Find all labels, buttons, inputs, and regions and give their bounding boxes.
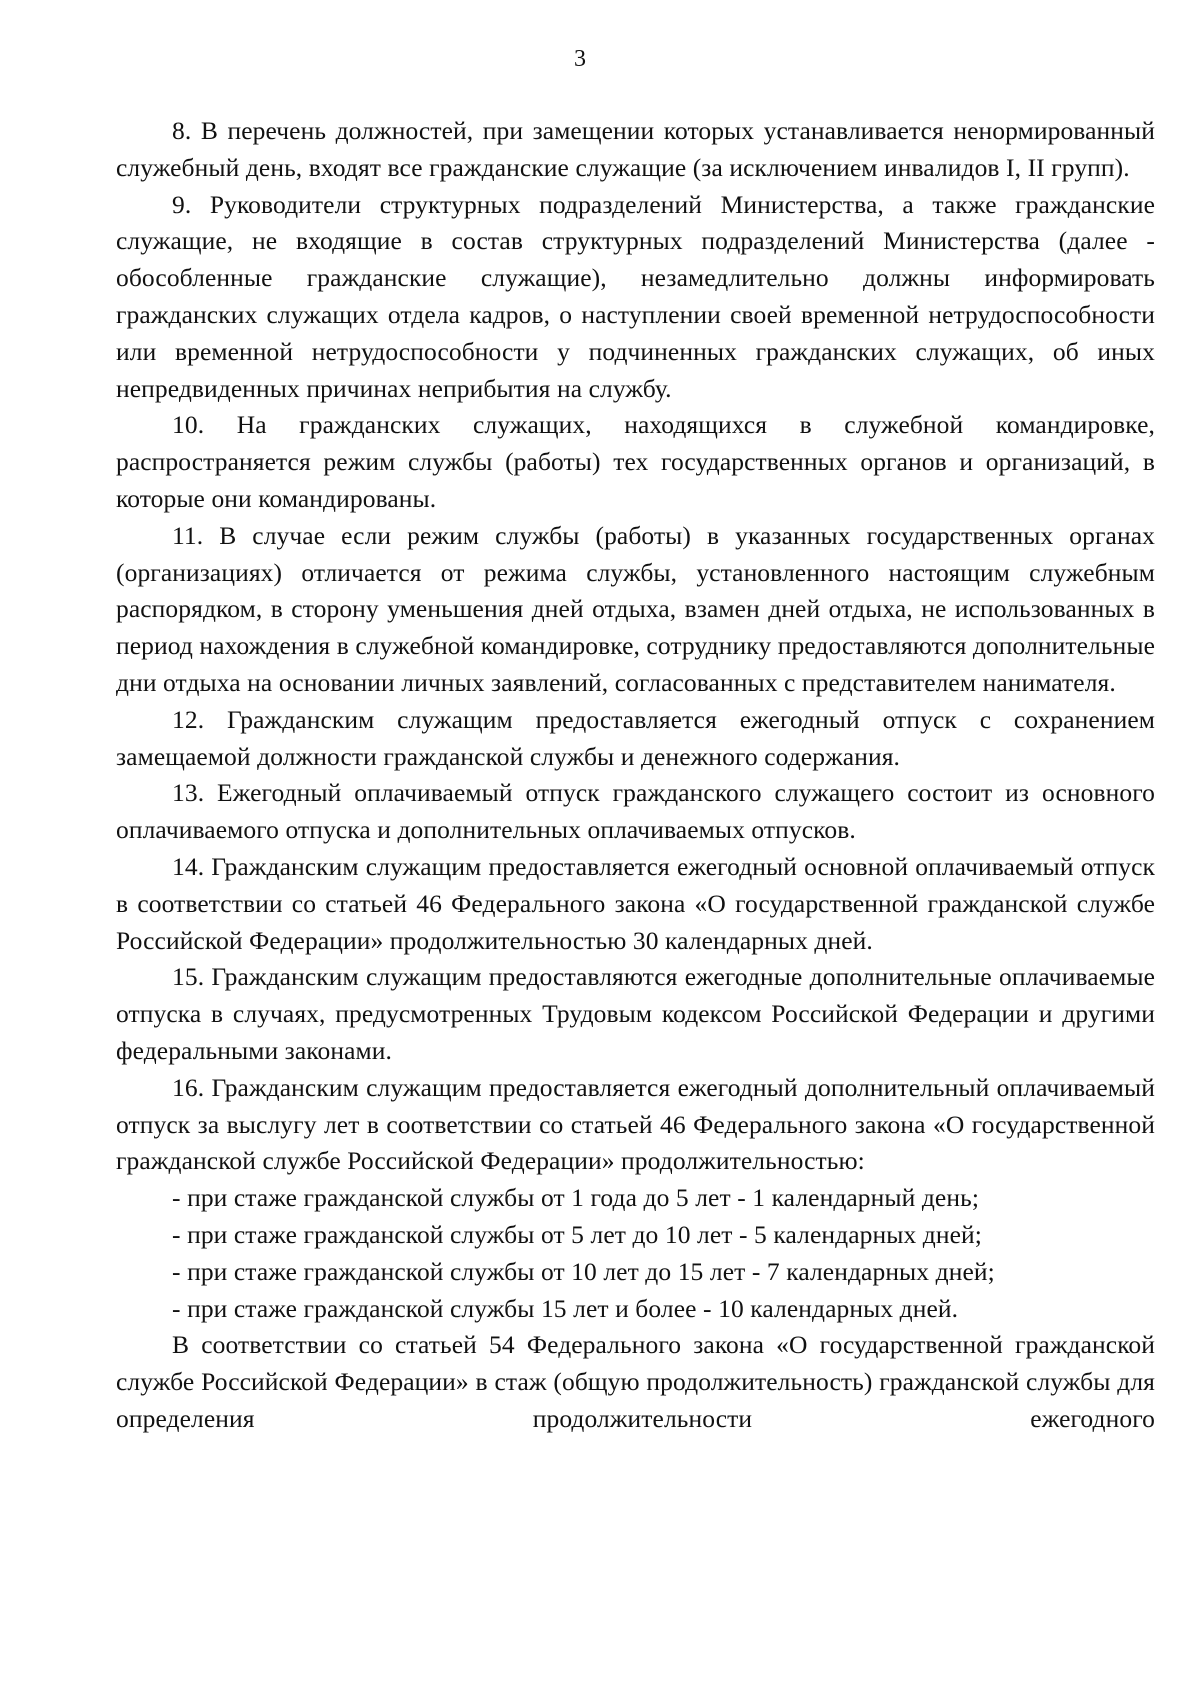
document-body [116, 113, 1155, 1438]
paragraph-15: 15. Гражданским служащим предоставляются ежегодные дополнительные оплачиваемые отпуска в случаях, предусмотренных Трудовым кодексом Российской Федерации и другими федеральными законами. [116, 962, 1155, 1065]
list-item: - при стаже гражданской службы от 1 года до 5 лет - 1 календарный день; [172, 1183, 980, 1213]
paragraph-12: 12. Гражданским служащим предоставляется ежегодный отпуск с сохранением замещаемой должности гражданской службы и денежного содержания. [116, 704, 1155, 771]
paragraph-9: 9. Руководители структурных подразделений Министерства, а также гражданские служащие, не входящие в состав структурных подразделений Министерства (далее - обособленные гражданские служащие), незамедлительно должны информировать гражданских служащих отдела кадров, о наступлении своей временной нетрудоспособности или временной нетрудоспособности у подчиненных гражданских служащих, об иных непредвиденных причинах неприбытия на службу. [116, 189, 1155, 403]
page-number: 3 [574, 46, 586, 72]
paragraph-14: 14. Гражданским служащим предоставляется ежегодный основной оплачиваемый отпуск в соответствии со статьей 46 Федерального закона «О государственной гражданской службе Российской Федерации» продолжительностью 30 календарных дней. [116, 851, 1155, 955]
list-item: - при стаже гражданской службы от 5 лет до 10 лет - 5 календарных дней; [172, 1219, 982, 1249]
list-item: - при стаже гражданской службы от 10 лет до 15 лет - 7 календарных дней; [172, 1256, 995, 1286]
paragraph-16: 16. Гражданским служащим предоставляется ежегодный дополнительный оплачиваемый отпуск за выслугу лет в соответствии со статьей 46 Федерального закона «О государственной гражданской службе Российской Федерации» продолжительностью: [116, 1072, 1155, 1176]
list-item: - при стаже гражданской службы 15 лет и более - 10 календарных дней. [172, 1293, 959, 1323]
closing-paragraph: В соответствии со статьей 54 Федерального закона «О государственной гражданской службе Российской Федерации» в стаж (общую продолжительность) гражданской службы для определения продолжительности ежегодного [116, 1330, 1155, 1433]
paragraph-11: 11. В случае если режим службы (работы) в указанных государственных органах (организациях) отличается от режима службы, установленного настоящим служебным распорядком, в сторону уменьшения дней отдыха, взамен дней отдыха, не использованных в период нахождения в служебной командировке, сотруднику предоставляются дополнительные дни отдыха на основании личных заявлений, согласованных с представителем нанимателя. [116, 520, 1155, 697]
paragraph-8: 8. В перечень должностей, при замещении которых устанавливается ненормированный служебный день, входят все гражданские служащие (за исключением инвалидов I, II групп). [116, 116, 1155, 182]
paragraph-13: 13. Ежегодный оплачиваемый отпуск гражданского служащего состоит из основного оплачиваемого отпуска и дополнительных оплачиваемых отпусков. [116, 778, 1155, 845]
paragraph-10: 10. На гражданских служащих, находящихся в служебной командировке, распространяется режим службы (работы) тех государственных органов и организаций, в которые они командированы. [116, 410, 1155, 513]
